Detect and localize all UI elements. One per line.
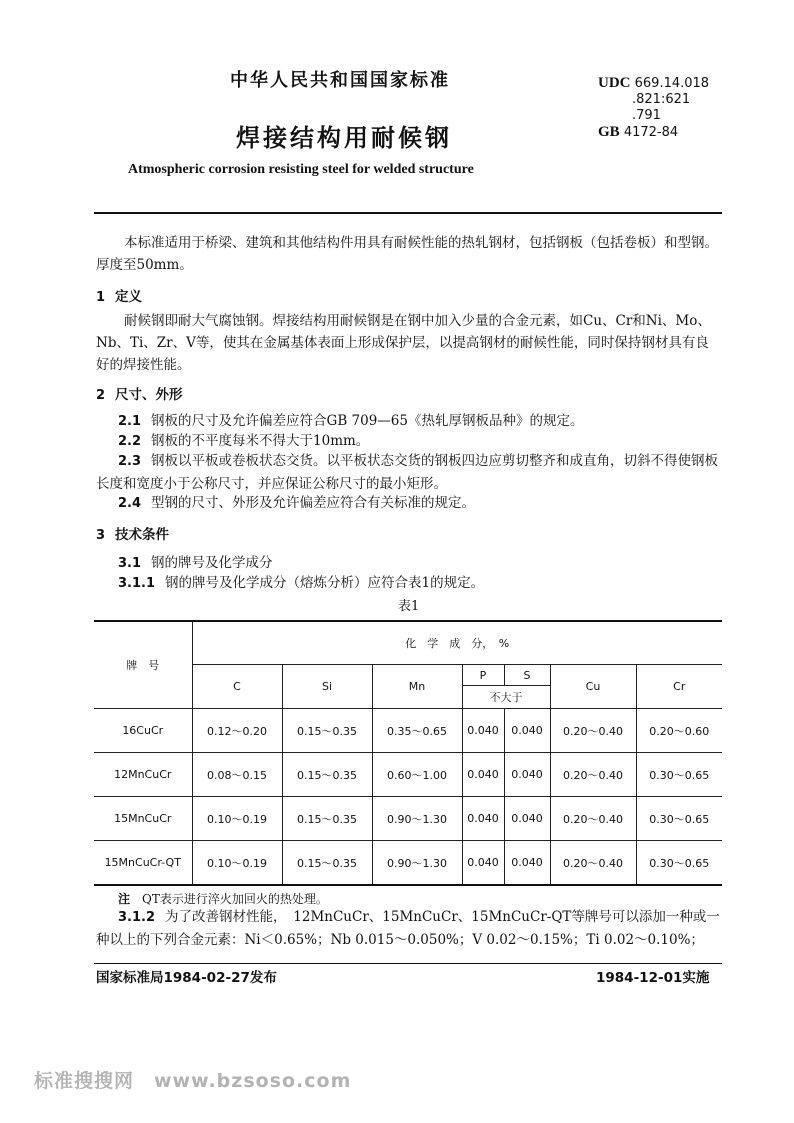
site-watermark: 标准搜搜网 www.bzsoso.com xyxy=(34,1070,352,1092)
cell-mn: 0.35～0.65 xyxy=(372,709,462,753)
cell-s: 0.040 xyxy=(504,797,550,841)
cell-c: 0.10～0.19 xyxy=(192,841,282,886)
col-header-si: Si xyxy=(282,665,372,709)
ps-subheader: 不大于 xyxy=(462,686,550,709)
english-title: Atmospheric corrosion resisting steel for welded structure xyxy=(128,162,474,177)
cell-p: 0.040 xyxy=(462,709,504,753)
section-3-heading xyxy=(96,524,169,547)
udc-label: UDC xyxy=(598,75,631,91)
clause-number: 2.1 xyxy=(118,414,142,429)
cell-p: 0.040 xyxy=(462,797,504,841)
table-row xyxy=(94,841,722,886)
document-title: 焊接结构用耐候钢 xyxy=(236,124,452,152)
grade-header: 牌 号 xyxy=(94,621,192,709)
chemical-composition-table xyxy=(94,620,722,886)
cell-p: 0.040 xyxy=(462,841,504,886)
clause-text: 钢的牌号及化学成分 xyxy=(151,555,273,571)
cell-cu: 0.20～0.40 xyxy=(550,709,636,753)
cell-si: 0.15～0.35 xyxy=(282,797,372,841)
cell-si: 0.15～0.35 xyxy=(282,841,372,886)
udc-block xyxy=(598,75,709,141)
clause-text: 钢板的尺寸及允许偏差应符合GB 709—65《热轧厚钢板品种》的规定。 xyxy=(151,413,584,429)
cell-si: 0.15～0.35 xyxy=(282,753,372,797)
intro-paragraph: 本标准适用于桥梁、建筑和其他结构件用具有耐候性能的热轧钢材，包括钢板（包括卷板）和型钢。厚度至50mm。 xyxy=(96,235,718,273)
cell-cu: 0.20～0.40 xyxy=(550,797,636,841)
cell-cu: 0.20～0.40 xyxy=(550,753,636,797)
standard-org-title: 中华人民共和国国家标准 xyxy=(230,70,450,91)
section-3-number: 3 xyxy=(96,528,106,543)
composition-group-header: 化 学 成 分， % xyxy=(192,621,722,665)
clause-2-3 xyxy=(96,450,722,495)
udc-code-1: 669.14.018 xyxy=(634,76,710,91)
section-1-number: 1 xyxy=(96,290,106,305)
section-1-title: 定义 xyxy=(115,289,143,305)
cell-c: 0.10～0.19 xyxy=(192,797,282,841)
col-header-mn: Mn xyxy=(372,665,462,709)
note-text: QT表示进行淬火加回火的热处理。 xyxy=(142,892,328,906)
cell-grade: 15MnCuCr xyxy=(94,797,192,841)
section-2-heading xyxy=(96,384,183,407)
col-header-s: S xyxy=(504,665,550,686)
clause-number: 2.2 xyxy=(118,434,142,449)
table-row xyxy=(94,709,722,753)
clause-number: 3.1.1 xyxy=(118,576,156,591)
gb-label: GB xyxy=(598,124,620,140)
clause-number: 2.3 xyxy=(118,454,142,469)
cell-s: 0.040 xyxy=(504,841,550,886)
clause-number: 2.4 xyxy=(118,496,142,511)
cell-grade: 15MnCuCr-QT xyxy=(94,841,192,886)
cell-cr: 0.30～0.65 xyxy=(636,797,722,841)
clause-number: 3.1 xyxy=(118,556,142,571)
effective-date: 1984-12-01实施 xyxy=(596,970,710,986)
table-row xyxy=(94,797,722,841)
cell-cr: 0.30～0.65 xyxy=(636,841,722,886)
cell-cr: 0.20～0.60 xyxy=(636,709,722,753)
col-header-cu: Cu xyxy=(550,665,636,709)
header-divider xyxy=(94,212,722,214)
col-header-cr: Cr xyxy=(636,665,722,709)
issue-date: 国家标准局1984-02-27发布 xyxy=(96,970,277,986)
section-1-heading xyxy=(96,286,142,309)
cell-cu: 0.20～0.40 xyxy=(550,841,636,886)
cell-grade: 12MnCuCr xyxy=(94,753,192,797)
clause-3-1-1 xyxy=(118,572,484,595)
clause-text: 为了改善钢材性能， 12MnCuCr、15MnCuCr、15MnCuCr-QT等牌号可以添加一种或一种以上的下列合金元素：Ni＜0.65%；Nb 0.015～0.050%；V 0.02～0.15%；Ti 0.02～0.10%； xyxy=(96,909,720,948)
gb-number-line xyxy=(598,124,709,141)
cell-si: 0.15～0.35 xyxy=(282,709,372,753)
clause-2-4 xyxy=(96,492,722,515)
cell-grade: 16CuCr xyxy=(94,709,192,753)
clause-text: 钢的牌号及化学成分（熔炼分析）应符合表1的规定。 xyxy=(165,575,485,591)
table-row xyxy=(94,753,722,797)
section-1-text: 耐候钢即耐大气腐蚀钢。焊接结构用耐候钢是在钢中加入少量的合金元素，如Cu、Cr和Ni、Mo、Nb、Ti、Zr、V等，使其在金属基体表面上形成保护层，以提高钢材的耐候性能，同时保持钢材具有良好的焊接性能。 xyxy=(96,313,711,373)
clause-3-1-2 xyxy=(96,906,722,951)
udc-code-3: .791 xyxy=(632,108,661,123)
section-2-title: 尺寸、外形 xyxy=(115,387,183,403)
cell-c: 0.12～0.20 xyxy=(192,709,282,753)
table-caption: 表1 xyxy=(398,599,420,614)
col-header-c: C xyxy=(192,665,282,709)
clause-text: 钢板的不平度每米不得大于10mm。 xyxy=(151,433,370,449)
note-label: 注 xyxy=(118,892,131,906)
cell-p: 0.040 xyxy=(462,753,504,797)
cell-mn: 0.90～1.30 xyxy=(372,797,462,841)
section-2-number: 2 xyxy=(96,388,106,403)
cell-c: 0.08～0.15 xyxy=(192,753,282,797)
section-3-title: 技术条件 xyxy=(115,527,170,543)
col-header-p: P xyxy=(462,665,504,686)
cell-mn: 0.90～1.30 xyxy=(372,841,462,886)
clause-text: 钢板以平板或卷板状态交货。以平板状态交货的钢板四边应剪切整齐和成直角，切斜不得使钢板长度和宽度小于公称尺寸，并应保证公称尺寸的最小矩形。 xyxy=(96,453,719,492)
gb-number: 4172-84 xyxy=(623,125,679,140)
cell-s: 0.040 xyxy=(504,709,550,753)
footer-divider xyxy=(94,963,722,964)
udc-code-2: .821:621 xyxy=(632,92,691,107)
clause-number: 3.1.2 xyxy=(118,910,156,925)
clause-text: 型钢的尺寸、外形及允许偏差应符合有关标准的规定。 xyxy=(151,495,476,511)
cell-s: 0.040 xyxy=(504,753,550,797)
cell-cr: 0.30～0.65 xyxy=(636,753,722,797)
cell-mn: 0.60～1.00 xyxy=(372,753,462,797)
